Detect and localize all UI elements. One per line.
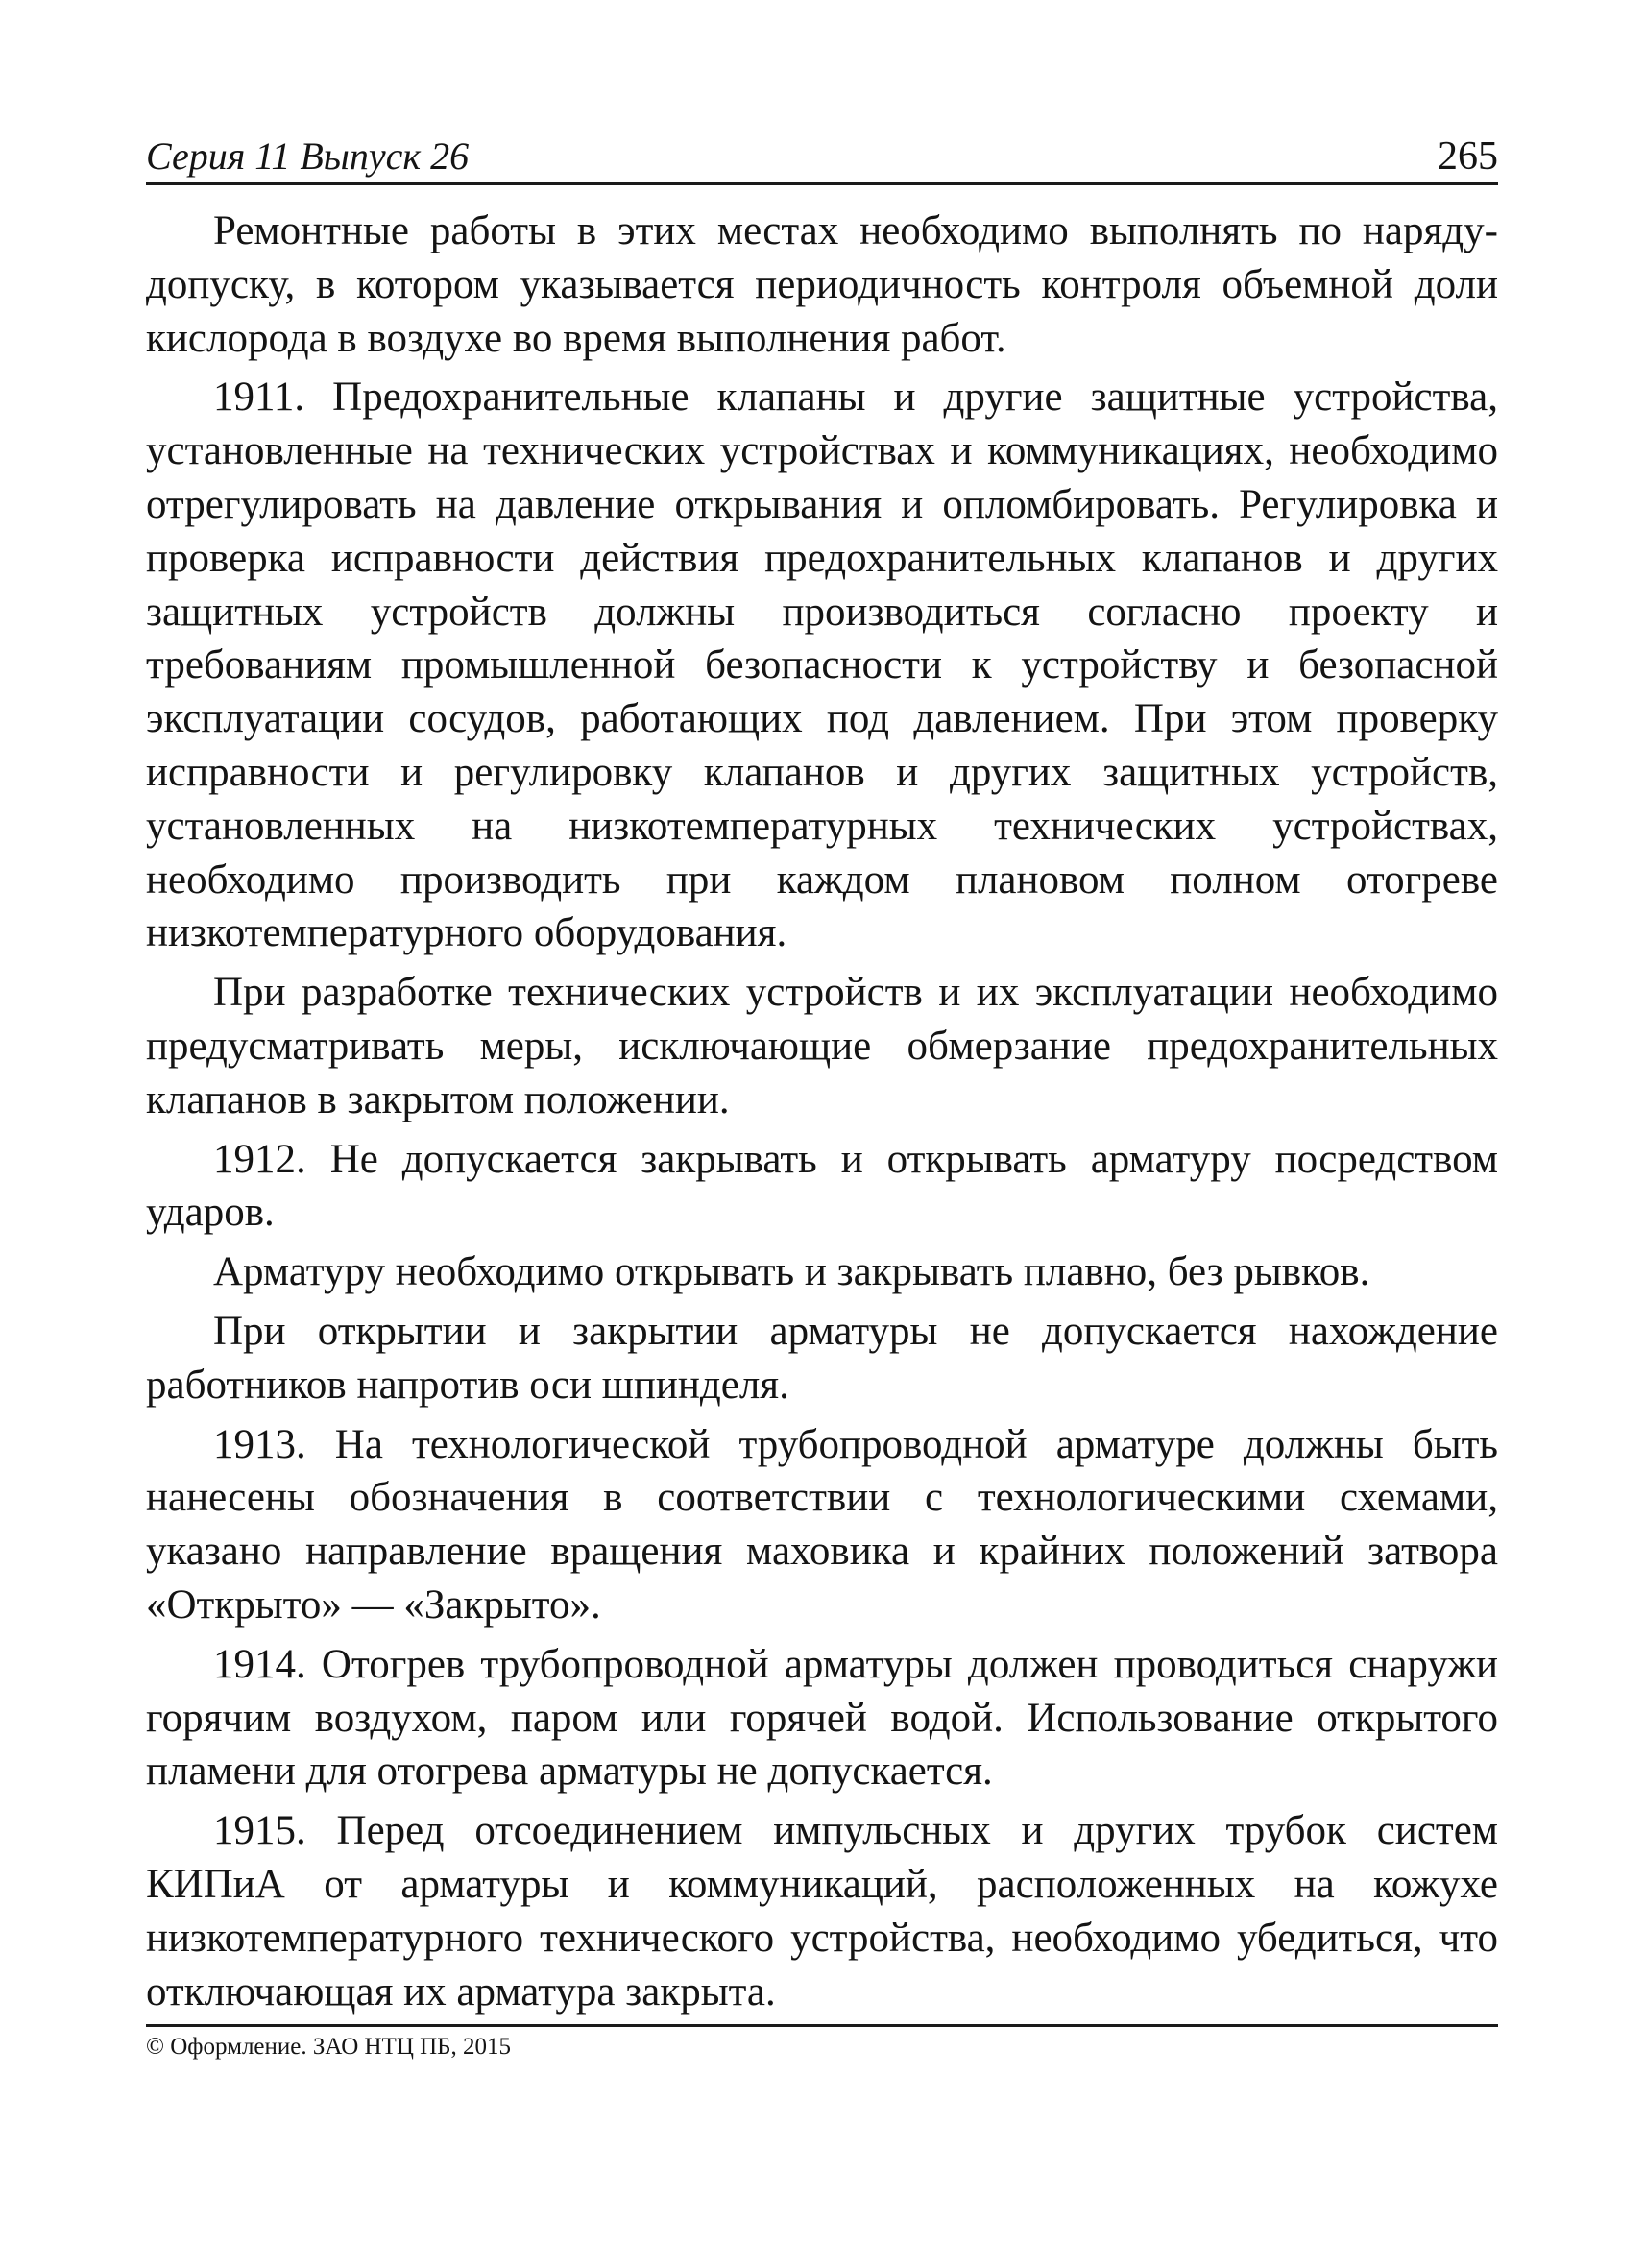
paragraph-repair-works: Ремонтные работы в этих местах необходимо выполнять по наряду-допуску, в котором указывается периодичность контроля объемной доли кислорода в воздухе во время выполнения работ. — [146, 208, 1498, 361]
series-title: Серия 11 Выпуск 26 — [146, 134, 470, 178]
page-number: 265 — [1438, 134, 1498, 179]
page — [146, 134, 1498, 2024]
copyright-note: © Оформление. ЗАО НТЦ ПБ, 2015 — [146, 2034, 512, 2060]
footer — [146, 2024, 1498, 2062]
running-head — [146, 134, 1498, 185]
paragraph-1913: 1913. На технологической трубопроводной арматуре должны быть нанесены обозначения в соответствии с технологическими схемами, указано направление вращения маховика и крайних положений затвора «Открыто» — «Закрыто». — [146, 1421, 1498, 1628]
paragraph-smooth-opening: Арматуру необходимо открывать и закрывать плавно, без рывков. — [213, 1249, 1370, 1295]
paragraph-1914: 1914. Отогрев трубопроводной арматуры должен проводиться снаружи горячим воздухом, паром или горячей водой. Использование открытого пламени для отогрева арматуры не допускается. — [146, 1641, 1498, 1795]
paragraph-1912: 1912. Не допускается закрывать и открывать арматуру посредством ударов. — [146, 1136, 1498, 1236]
body-text — [146, 205, 1498, 2018]
paragraph-valve-freezing: При разработке технических устройств и их эксплуатации необходимо предусматривать меры, исключающие обмерзание предохранительных клапанов в закрытом положении. — [146, 970, 1498, 1122]
paragraph-1915: 1915. Перед отсоединением импульсных и других трубок систем КИПиА от арматуры и коммуникаций, расположенных на кожухе низкотемпературного технического устройства, необходимо убедиться, что отключающая их арматура закрыта. — [146, 1808, 1498, 2015]
paragraph-1911: 1911. Предохранительные клапаны и другие защитные устройства, установленные на технических устройствах и коммуникациях, необходимо отрегулировать на давление открывания и опломбировать. Регулировка и проверка исправности действия предохранительных клапанов и других защитных устройств должны производиться согласно проекту и требованиям промышленной безопасности к устройству и безопасной эксплуатации сосудов, работающих под давлением. При этом проверку исправности и регулировку клапанов и других защитных устройств, установленных на низкотемпературных технических устройствах, необходимо производить при каждом плановом полном отогреве низкотемпературного оборудования. — [146, 374, 1498, 956]
paragraph-spindle-axis: При открытии и закрытии арматуры не допускается нахождение работников напротив оси шпинделя. — [146, 1308, 1498, 1408]
